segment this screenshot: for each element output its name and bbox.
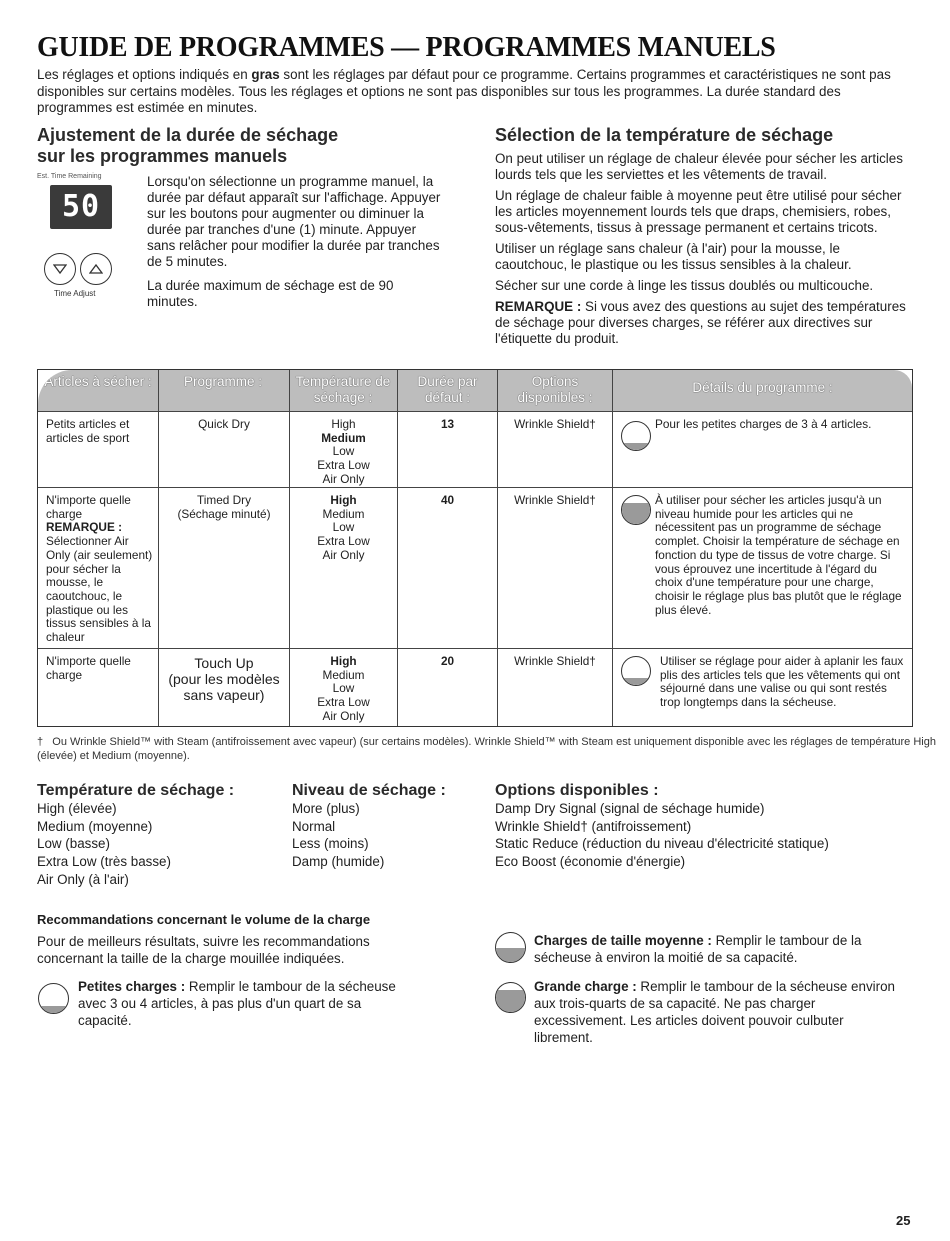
temp-paragraph-1: On peut utiliser un réglage de chaleur élevée pour sécher les articles lourds tels que les serviettes et les vêtements de travail. [495,151,903,182]
temp-option: Air Only [322,708,365,723]
small-load-icon [38,983,69,1014]
temp-option: Low [332,444,355,459]
header-options: Options disponibles : [517,374,593,405]
program-subtitle: (Séchage minuté) [177,506,271,521]
table-cell-program: Quick Dry [198,417,250,431]
program-name: Timed Dry [197,493,251,507]
medium-load-icon [495,932,526,963]
adjust-paragraph-2: La durée maximum de séchage est de 90 minutes. [147,278,394,309]
temp-list [37,782,277,889]
footnote-mark: † [37,736,44,748]
adjust-text [147,174,447,318]
options-list-items [495,800,915,871]
table-cell-duration: 13 [440,417,455,431]
temp-option: Low [332,681,355,696]
temp-paragraph-2: Un réglage de chaleur faible à moyenne peut être utilisé pour sécher les articles moyennement lourds tels que draps, chemisiers, robes, sous-vêtements, tissus à pressage permanent et certains tricots. [495,188,902,235]
remark-label: REMARQUE : [46,520,123,535]
load-size-icon [621,421,651,451]
temp-option: Medium [322,506,365,521]
medium-load-label: Charges de taille moyenne : [534,933,712,948]
remark-label: REMARQUE : [495,299,582,314]
table-cell-articles: Petits articles et articles de sport [46,417,130,445]
table-cell-details: Pour les petites charges de 3 à 4 articles. [655,417,872,431]
adjust-heading [37,125,338,167]
table-cell-temps [290,655,397,724]
remark-text: Si vous avez des questions au sujet des températures de séchage pour diverses charges, se référer aux directives sur l'étiquette du produit. [495,299,906,346]
time-down-button[interactable] [44,253,76,285]
time-display: 50 [50,185,112,229]
list-item: Damp Dry Signal (signal de séchage humide) [495,801,765,816]
temp-remark [495,299,913,347]
intro-text: Les réglages et options indiqués en [37,67,252,82]
temp-list-heading: Température de séchage : [37,782,235,799]
level-list-items [292,800,482,871]
temp-select-text [495,151,913,352]
header-program: Programme : [183,374,263,389]
row-divider [38,648,912,649]
table-cell-temps [290,494,397,563]
time-up-button[interactable] [80,253,112,285]
load-size-icon [621,495,651,525]
table-cell-options: Wrinkle Shield† [514,493,596,507]
list-item: High (élevée) [37,801,117,816]
temp-option-default: Medium [321,430,366,445]
table-cell-details: Utiliser se réglage pour aider à aplanir les faux plis des articles tels que les vêtements qui ont séjourné dans une valise ou qui sont restés trop longtemps dans la sécheuse. [660,654,904,710]
program-name: Touch Up [194,655,254,671]
header-articles: Articles à sécher : [44,374,152,389]
temp-option: Extra Low [317,458,370,473]
temp-paragraph-4: Sécher sur une corde à linge les tissus doublés ou multicouche. [495,278,874,293]
list-item: Eco Boost (économie d'énergie) [495,854,686,870]
table-cell-program [159,655,289,703]
large-load-desc: Remplir le tambour de la sécheuse environ aux trois-quarts de sa capacité. Ne pas charger excessivement. Les articles doivent pouvoir culbuter librement. [534,979,895,1045]
row-divider [38,487,912,488]
small-load-label: Petites charges : [78,979,186,994]
list-item: Wrinkle Shield† (antifroissement) [495,818,692,834]
table-cell-temps [290,418,397,487]
footnote-text: Ou Wrinkle Shield™ with Steam (antifroissement avec vapeur) (sur certains modèles). Wrinkle Shield™ with Steam est uniquement disponible avec les réglages de température High (élevée) et Medium (moyenne). [37,736,936,762]
intro-paragraph [37,67,917,117]
adjust-heading-line1: Ajustement de la durée de séchage [37,125,339,145]
large-load-text [534,978,904,1046]
table-cell-articles: N'importe quelle charge [46,654,131,682]
articles-text: N'importe quelle charge [46,493,131,521]
medium-load-desc: Remplir le tambour de la sécheuse à environ la moitié de sa capacité. [534,933,862,965]
list-item: Static Reduce (réduction du niveau d'électricité statique) [495,836,829,852]
medium-load-text [534,932,904,966]
list-item: Low (basse) [37,836,110,852]
remark-text: Sélectionner Air Only (air seulement) pour sécher la mousse, le caoutchouc, le plastique ou les tissus sensibles à la chaleur [46,534,153,645]
load-heading: Recommandations concernant le volume de la charge [37,912,371,927]
display-label: Est. Time Remaining [37,173,102,180]
list-item: Normal [292,818,336,834]
large-load-label: Grande charge : [534,979,637,994]
chevron-down-icon [53,263,67,275]
level-list-heading: Niveau de séchage : [292,782,446,799]
col-divider [612,370,613,726]
temp-option: Extra Low [317,695,370,710]
row-divider [38,411,912,412]
header-details: Détails du programme : [692,380,833,395]
list-item: Less (moins) [292,836,369,852]
load-intro: Pour de meilleurs résultats, suivre les recommandations concernant la taille de la charge mouillée indiquées. [37,934,370,966]
program-subtitle: (pour les modèles sans vapeur) [168,671,280,703]
temp-option: Medium [322,667,365,682]
list-item: More (plus) [292,801,360,816]
intro-text-2: sont les réglages par défaut pour ce programme. Certains programmes et caractéristiques ne sont pas disponibles sur certains modèles. Tous les réglages et options ne sont pas disponibles sur tous les programmes. La durée standard des programmes est estimée en minutes. [37,67,891,115]
options-list-heading: Options disponibles : [495,782,659,799]
chevron-up-icon [89,263,103,275]
footnote [37,736,937,763]
cycle-table [37,369,913,727]
table-header [38,370,912,411]
level-list [292,782,482,871]
temp-option: Air Only [322,471,365,486]
temp-select-heading: Sélection de la température de séchage [495,125,834,145]
table-cell-options: Wrinkle Shield† [514,417,596,431]
options-list [495,782,915,871]
list-item: Extra Low (très basse) [37,854,171,870]
temp-option: High [331,417,356,431]
small-load-desc: Remplir le tambour de la sécheuse avec 3 ou 4 articles, à pas plus d'un quart de sa capacité. [78,979,396,1028]
temp-paragraph-3: Utiliser un réglage sans chaleur (à l'air) pour la mousse, le caoutchouc, le plastique ou les tissus sensibles à la chaleur. [495,241,852,272]
adjust-heading-line2: sur les programmes manuels [37,146,288,166]
table-cell-duration: 40 [440,493,455,507]
table-cell-articles [46,494,156,645]
header-duration: Durée par défaut : [417,374,478,405]
temp-option-default: High [330,493,357,507]
page-title: GUIDE DE PROGRAMMES — PROGRAMMES MANUELS [37,32,776,63]
list-item: Air Only (à l'air) [37,871,129,887]
page-number: 25 [896,1213,911,1228]
temp-option-default: High [330,654,357,668]
temp-option: Air Only [322,547,365,562]
list-item: Medium (moyenne) [37,818,153,834]
large-load-icon [495,982,526,1013]
intro-bold: gras [251,67,280,82]
header-temperature: Température de séchage : [295,374,391,405]
temp-list-items [37,800,277,889]
knob-label: Time Adjust [54,289,96,298]
table-cell-options: Wrinkle Shield† [514,654,596,668]
small-load-text [78,978,398,1029]
list-item: Damp (humide) [292,854,385,870]
table-cell-duration: 20 [440,654,455,668]
table-cell-details: À utiliser pour sécher les articles jusqu'à un niveau humide pour les articles qui ne nécessitent pas un programme de séchage complet. Choisir la température de séchage en fonction du type de tissus de votre charge. Si vous éprouvez une incertitude à l'égard du choix d'une température pour une charge, choisir le réglage plus bas plutôt que le réglage plus élevé. [655,493,902,617]
temp-option: Low [332,520,355,535]
table-cell-program [159,494,289,521]
temp-option: Extra Low [317,534,370,549]
adjust-paragraph-1: Lorsqu'on sélectionne un programme manuel, la durée par défaut apparaît sur l'affichage. Appuyer sur les boutons pour augmenter ou diminuer la durée par tranches d'une (1) minute. Appuyer sans relâcher pour modifier la durée par tranches de 5 minutes. [147,174,441,269]
load-size-icon [621,656,651,686]
